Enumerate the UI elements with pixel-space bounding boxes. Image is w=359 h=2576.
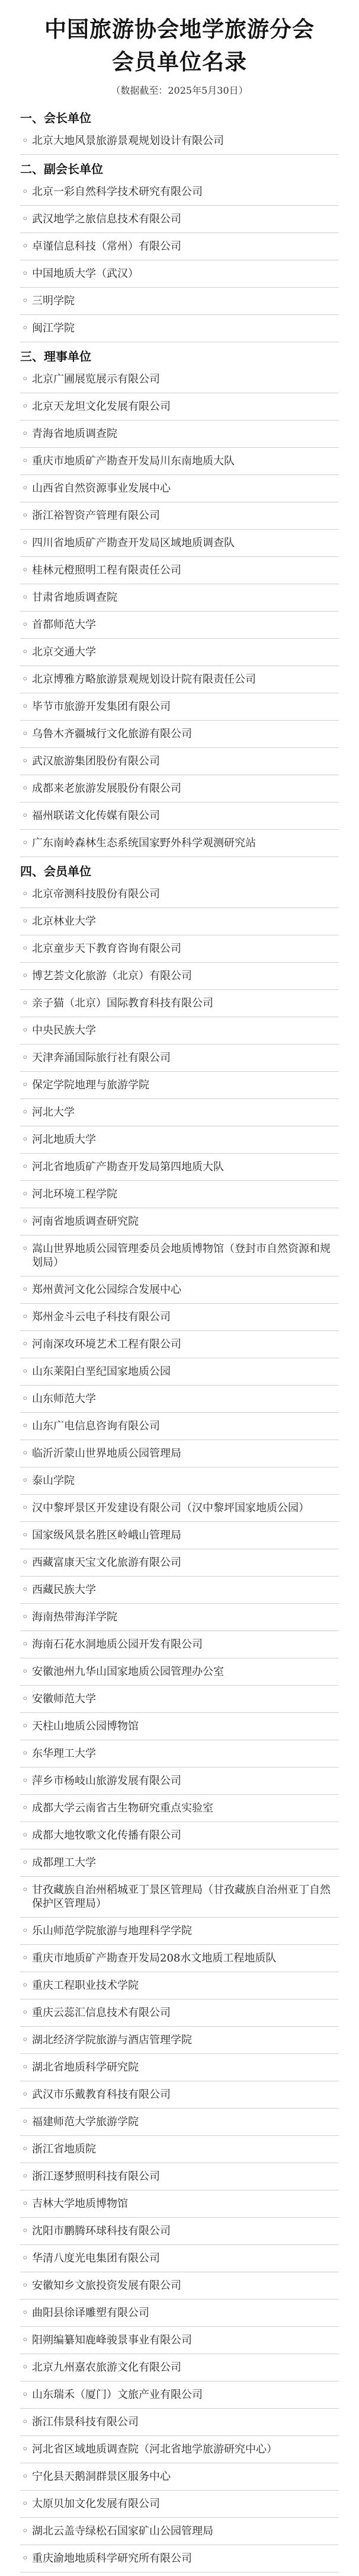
member-name: 中央民族大学 [32, 1024, 96, 1037]
member-name: 毕节市旅游开发集团有限公司 [32, 700, 171, 713]
member-name: 北京帝测科技股份有限公司 [32, 888, 160, 900]
list-item [20, 1713, 339, 1740]
bullet-icon: ◦ [22, 1556, 28, 1569]
bullet-icon: ◦ [22, 1502, 28, 1514]
section-spacer [20, 155, 339, 158]
member-name: 三明学院 [32, 295, 75, 307]
bullet-icon: ◦ [22, 2361, 28, 2374]
list-item [20, 2463, 339, 2491]
bullet-icon: ◦ [22, 837, 28, 849]
list-item [20, 1208, 339, 1236]
bullet-icon: ◦ [22, 1447, 28, 1460]
bullet-icon: ◦ [22, 1024, 28, 1037]
list-item [20, 2518, 339, 2545]
list-item [20, 475, 339, 502]
list-item [20, 1358, 339, 1386]
list-item [20, 1099, 339, 1126]
member-name: 乌鲁木齐疆城行文化旅游有限公司 [32, 728, 192, 740]
list-item [20, 612, 339, 639]
list-item [20, 421, 339, 448]
list-item [20, 2136, 339, 2163]
list-item [20, 935, 339, 963]
list-item [20, 206, 339, 233]
list-item [20, 1467, 339, 1495]
member-name: 北京一彩自然科学技术研究有限公司 [32, 186, 203, 198]
member-section [20, 161, 339, 346]
bullet-icon: ◦ [22, 2034, 28, 2046]
member-name: 桂林元橙照明工程有限责任公司 [32, 564, 181, 577]
member-list [20, 366, 339, 857]
member-name: 山东师范大学 [32, 1393, 96, 1405]
bullet-icon: ◦ [22, 2470, 28, 2483]
list-item [20, 908, 339, 935]
member-name: 海南热带海洋学院 [32, 1611, 117, 1623]
member-name: 武汉旅游集团股份有限公司 [32, 755, 160, 768]
bullet-icon: ◦ [22, 2498, 28, 2510]
bullet-icon: ◦ [22, 2007, 28, 2019]
member-name: 山东广电信息咨询有限公司 [32, 1420, 160, 1432]
bullet-icon: ◦ [22, 2225, 28, 2237]
member-name: 福州联诺文化传媒有限公司 [32, 810, 160, 822]
list-item [20, 1945, 339, 1972]
bullet-icon: ◦ [22, 2334, 28, 2346]
list-item [20, 2218, 339, 2245]
bullet-icon: ◦ [22, 482, 28, 495]
list-item [20, 2327, 339, 2354]
bullet-icon: ◦ [22, 2416, 28, 2428]
list-item [20, 1017, 339, 1045]
bullet-icon: ◦ [22, 970, 28, 982]
list-item [20, 1522, 339, 1549]
member-name: 重庆市地质矿产勘查开发局208水文地质工程地质队 [32, 1952, 277, 1964]
bullet-icon: ◦ [22, 2279, 28, 2292]
member-name: 湖北云盖寺绿松石国家矿山公园管理局 [32, 2525, 213, 2537]
list-item [20, 2163, 339, 2190]
bullet-icon: ◦ [22, 2252, 28, 2265]
member-name: 东华理工大学 [32, 1747, 96, 1760]
list-item [20, 990, 339, 1017]
bullet-icon: ◦ [22, 537, 28, 549]
bullet-icon: ◦ [22, 1638, 28, 1651]
bullet-icon: ◦ [22, 1420, 28, 1432]
bullet-icon: ◦ [22, 1311, 28, 1323]
bullet-icon: ◦ [22, 646, 28, 658]
list-item [20, 393, 339, 421]
member-name: 安徽师范大学 [32, 1693, 96, 1705]
bullet-icon: ◦ [22, 591, 28, 604]
list-item [20, 1999, 339, 2027]
member-name: 广东南岭森林生态系统国家野外科学观测研究站 [32, 837, 256, 849]
bullet-icon: ◦ [22, 186, 28, 198]
section-spacer [20, 857, 339, 861]
list-item [20, 1386, 339, 1413]
member-list [20, 128, 339, 155]
list-item [20, 315, 339, 342]
member-name: 卓谨信息科技（常州）有限公司 [32, 240, 181, 253]
list-item [20, 775, 339, 803]
list-item [20, 1795, 339, 1822]
bullet-icon: ◦ [22, 1952, 28, 1964]
list-item [20, 1126, 339, 1154]
list-item [20, 1768, 339, 1795]
list-item [20, 502, 339, 530]
list-item [20, 2300, 339, 2327]
date-note: （数据截至：2025年5月30日） [111, 85, 248, 96]
list-item [20, 128, 339, 155]
bullet-icon: ◦ [22, 2088, 28, 2101]
bullet-icon: ◦ [22, 1161, 28, 1173]
member-name: 湖北省地质科学研究院 [32, 2061, 139, 2074]
bullet-icon: ◦ [22, 322, 28, 335]
bullet-icon: ◦ [22, 1775, 28, 1787]
list-item [20, 1658, 339, 1686]
list-item [20, 881, 339, 908]
list-item [20, 1495, 339, 1522]
list-item [20, 693, 339, 721]
bullet-icon: ◦ [22, 1052, 28, 1064]
member-name: 北京林业大学 [32, 915, 96, 928]
list-item [20, 1413, 339, 1440]
bullet-icon: ◦ [22, 1666, 28, 1678]
bullet-icon: ◦ [22, 1475, 28, 1487]
section-heading: 二、副会长单位 [20, 162, 103, 176]
member-name: 阳朔编纂知鹿峰骏景事业有限公司 [32, 2334, 192, 2346]
member-name: 北京交通大学 [32, 646, 96, 658]
bullet-icon: ◦ [22, 400, 28, 413]
list-item [20, 584, 339, 612]
member-name: 四川省地质矿产勘查开发局区域地质调查队 [32, 537, 235, 549]
bullet-icon: ◦ [22, 1393, 28, 1405]
list-item [20, 1045, 339, 1072]
member-list [20, 881, 339, 2572]
member-name: 天柱山地质公园博物馆 [32, 1720, 139, 1733]
list-item [20, 1740, 339, 1768]
list-item [20, 1331, 339, 1358]
member-name: 北京大地风景旅游景观规划设计有限公司 [32, 135, 224, 147]
list-item [20, 1918, 339, 1945]
member-section [20, 348, 339, 861]
list-item [20, 179, 339, 206]
member-name: 山东莱阳白垩纪国家地质公园 [32, 1365, 171, 1378]
member-name: 武汉地学之旅信息技术有限公司 [32, 213, 181, 225]
member-name: 成都理工大学 [32, 1857, 96, 1869]
list-item [20, 1972, 339, 1999]
member-name: 浙江省地质院 [32, 2143, 96, 2155]
member-name: 河北省地质矿产勘查开发局第四地质大队 [32, 1161, 224, 1173]
bullet-icon: ◦ [22, 1747, 28, 1760]
list-item [20, 2245, 339, 2272]
member-name: 北京童步天下教育咨询有限公司 [32, 942, 181, 955]
member-name: 重庆工程职业技术学院 [32, 1979, 139, 1992]
bullet-icon: ◦ [22, 1188, 28, 1201]
list-item [20, 2027, 339, 2054]
list-item [20, 1440, 339, 1467]
list-item [20, 2381, 339, 2409]
bullet-icon: ◦ [22, 2307, 28, 2319]
bullet-icon: ◦ [22, 295, 28, 307]
member-name: 河北环境工程学院 [32, 1188, 117, 1201]
list-item [20, 2081, 339, 2109]
member-name: 郑州金斗云电子科技有限公司 [32, 1311, 171, 1323]
member-name: 北京九州嘉农旅游文化有限公司 [32, 2361, 181, 2374]
member-name: 保定学院地理与旅游学院 [32, 1079, 149, 1091]
member-name: 海南石花水洞地质公园开发有限公司 [32, 1638, 203, 1651]
list-item [20, 1849, 339, 1877]
bullet-icon: ◦ [22, 1365, 28, 1378]
bullet-icon: ◦ [22, 428, 28, 440]
member-name: 曲阳县徐译雕塑有限公司 [32, 2307, 149, 2319]
list-item [20, 1181, 339, 1208]
member-sections [20, 110, 339, 2576]
member-name: 安徽知乡文旅投资发展有限公司 [32, 2279, 181, 2292]
bullet-icon: ◦ [22, 810, 28, 822]
member-name: 河北大学 [32, 1106, 75, 1119]
list-item [20, 1686, 339, 1713]
member-name: 重庆渝地地质科学研究所有限公司 [32, 2552, 192, 2565]
member-name: 国家级风景名胜区岭峨山管理局 [32, 1529, 181, 1542]
document-title [20, 13, 339, 78]
bullet-icon: ◦ [22, 1584, 28, 1596]
bullet-icon: ◦ [22, 1979, 28, 1992]
section-heading: 一、会长单位 [20, 111, 91, 125]
bullet-icon: ◦ [22, 2198, 28, 2210]
bullet-icon: ◦ [22, 564, 28, 577]
list-item [20, 448, 339, 475]
member-name: 西藏富康天宝文化旅游有限公司 [32, 1556, 181, 1569]
bullet-icon: ◦ [22, 1829, 28, 1842]
member-name: 郑州黄河文化公园综合发展中心 [32, 1284, 181, 1296]
list-item [20, 2190, 339, 2218]
list-item [20, 2054, 339, 2081]
list-item [20, 721, 339, 748]
bullet-icon: ◦ [22, 1079, 28, 1091]
member-name: 成都大学云南省古生物研究重点实验室 [32, 1802, 213, 1814]
bullet-icon: ◦ [22, 700, 28, 713]
member-name: 重庆市地质矿产勘查开发局川东南地质大队 [32, 455, 235, 467]
list-item [20, 530, 339, 557]
bullet-icon: ◦ [22, 2389, 28, 2401]
member-name: 青海省地质调查院 [32, 428, 117, 440]
member-name: 天津奔涌国际旅行社有限公司 [32, 1052, 171, 1064]
bullet-icon: ◦ [22, 2170, 28, 2183]
list-item [20, 1877, 339, 1918]
list-item [20, 963, 339, 990]
list-item [20, 2354, 339, 2381]
list-item [20, 666, 339, 693]
list-item [20, 1304, 339, 1331]
member-name: 嵩山世界地质公园管理委员会地质博物馆（登封市自然资源和规划局） [32, 1243, 331, 1269]
list-item [20, 639, 339, 666]
list-item [20, 1276, 339, 1304]
bullet-icon: ◦ [22, 782, 28, 795]
bullet-icon: ◦ [22, 673, 28, 686]
member-name: 河北省区域地质调查院（河北省地学旅游研究中心） [32, 2443, 277, 2456]
member-name: 首都师范大学 [32, 619, 96, 631]
member-name: 甘肃省地质调查院 [32, 591, 117, 604]
member-list [20, 179, 339, 342]
bullet-icon: ◦ [22, 135, 28, 147]
member-name: 太原贝加文化发展有限公司 [32, 2498, 160, 2510]
member-name: 中国地质大学（武汉） [32, 268, 139, 280]
section-spacer [20, 342, 339, 346]
member-name: 河南深攻环境艺术工程有限公司 [32, 1338, 181, 1351]
title-line-1: 中国旅游协会地学旅游分会 [44, 16, 315, 42]
bullet-icon: ◦ [22, 1611, 28, 1623]
member-name: 乐山师范学院旅游与地理科学学院 [32, 1925, 192, 1937]
member-name: 河北地质大学 [32, 1133, 96, 1146]
list-item [20, 1631, 339, 1658]
list-item [20, 1549, 339, 1577]
bullet-icon: ◦ [22, 1529, 28, 1542]
section-heading: 四、会员单位 [20, 864, 91, 878]
bullet-icon: ◦ [22, 755, 28, 768]
list-item [20, 233, 339, 260]
member-name: 吉林大学地质博物馆 [32, 2198, 128, 2210]
list-item [20, 1072, 339, 1099]
bullet-icon: ◦ [22, 2552, 28, 2565]
bullet-icon: ◦ [22, 915, 28, 928]
member-name: 北京广圃展览展示有限公司 [32, 373, 160, 386]
list-item [20, 2109, 339, 2136]
member-name: 宁化县天鹅洞群景区服务中心 [32, 2470, 171, 2483]
member-name: 福建师范大学旅游学院 [32, 2116, 139, 2128]
member-name: 浙江裕智资产管理有限公司 [32, 510, 160, 522]
list-item [20, 748, 339, 775]
bullet-icon: ◦ [22, 1857, 28, 1869]
title-line-2: 会员单位名录 [112, 49, 247, 75]
list-item [20, 1236, 339, 1276]
list-item [20, 803, 339, 830]
member-name: 山西省自然资源事业发展中心 [32, 482, 171, 495]
member-name: 湖北经济学院旅游与酒店管理学院 [32, 2034, 192, 2046]
bullet-icon: ◦ [22, 373, 28, 386]
member-name: 河南省地质调查研究院 [32, 1215, 139, 1228]
bullet-icon: ◦ [22, 1284, 28, 1296]
bullet-icon: ◦ [22, 2061, 28, 2074]
member-section [20, 110, 339, 158]
member-name: 重庆云蕊汇信息技术有限公司 [32, 2007, 171, 2019]
bullet-icon: ◦ [22, 1133, 28, 1146]
member-name: 山东瑞禾（厦门）文旅产业有限公司 [32, 2389, 203, 2401]
list-item [20, 557, 339, 584]
bullet-icon: ◦ [22, 1720, 28, 1733]
bullet-icon: ◦ [22, 942, 28, 955]
member-name: 临沂沂蒙山世界地质公园管理局 [32, 1447, 181, 1460]
member-name: 甘孜藏族自治州稻城亚丁景区管理局（甘孜藏族自治州亚丁自然保护区管理局） [32, 1884, 331, 1910]
list-item [20, 2545, 339, 2572]
bullet-icon: ◦ [22, 268, 28, 280]
list-item [20, 1577, 339, 1604]
member-name: 萍乡市杨岐山旅游发展有限公司 [32, 1775, 181, 1787]
list-item [20, 288, 339, 315]
member-name: 亲子猫（北京）国际教育科技有限公司 [32, 997, 213, 1010]
bullet-icon: ◦ [22, 619, 28, 631]
member-name: 浙江逐梦照明科技有限公司 [32, 2170, 160, 2183]
member-name: 北京天龙坦文化发展有限公司 [32, 400, 171, 413]
bullet-icon: ◦ [22, 2525, 28, 2537]
member-name: 安徽池州九华山国家地质公园管理办公室 [32, 1666, 224, 1678]
bullet-icon: ◦ [22, 1925, 28, 1937]
member-name: 成都来老旅游发展股份有限公司 [32, 782, 181, 795]
list-item [20, 1822, 339, 1849]
section-spacer [20, 2572, 339, 2576]
bullet-icon: ◦ [22, 1693, 28, 1705]
bullet-icon: ◦ [22, 997, 28, 1010]
bullet-icon: ◦ [22, 888, 28, 900]
bullet-icon: ◦ [22, 2443, 28, 2456]
list-item [20, 830, 339, 857]
list-item [20, 366, 339, 393]
section-heading: 三、理事单位 [20, 349, 91, 364]
bullet-icon: ◦ [22, 240, 28, 253]
member-name: 华清八度光电集团有限公司 [32, 2252, 160, 2265]
bullet-icon: ◦ [22, 728, 28, 740]
bullet-icon: ◦ [22, 1106, 28, 1119]
member-name: 浙江伟景科技有限公司 [32, 2416, 139, 2428]
bullet-icon: ◦ [22, 2143, 28, 2155]
bullet-icon: ◦ [22, 1802, 28, 1814]
bullet-icon: ◦ [22, 455, 28, 467]
list-item [20, 1604, 339, 1631]
bullet-icon: ◦ [22, 510, 28, 522]
list-item [20, 2409, 339, 2436]
list-item [20, 260, 339, 288]
member-name: 汉中黎坪景区开发建设有限公司（汉中黎坪国家地质公园） [32, 1502, 309, 1514]
member-name: 西藏民族大学 [32, 1584, 96, 1596]
member-name: 成都大地牧歌文化传播有限公司 [32, 1829, 181, 1842]
member-name: 武汉市乐戴教育科技有限公司 [32, 2088, 171, 2101]
member-name: 闽江学院 [32, 322, 75, 335]
member-name: 北京博雅方略旅游景观规划设计院有限责任公司 [32, 673, 256, 686]
bullet-icon: ◦ [22, 213, 28, 225]
member-name: 博艺荟文化旅游（北京）有限公司 [32, 970, 192, 982]
bullet-icon: ◦ [22, 2116, 28, 2128]
member-name: 沈阳市鹏腾环球科技有限公司 [32, 2225, 171, 2237]
list-item [20, 2491, 339, 2518]
bullet-icon: ◦ [22, 1215, 28, 1228]
bullet-icon: ◦ [22, 1338, 28, 1351]
bullet-icon: ◦ [22, 1243, 28, 1255]
list-item [20, 1154, 339, 1181]
list-item [20, 2436, 339, 2463]
member-section [20, 863, 339, 2576]
bullet-icon: ◦ [22, 1884, 28, 1896]
list-item [20, 2272, 339, 2300]
member-name: 泰山学院 [32, 1475, 75, 1487]
